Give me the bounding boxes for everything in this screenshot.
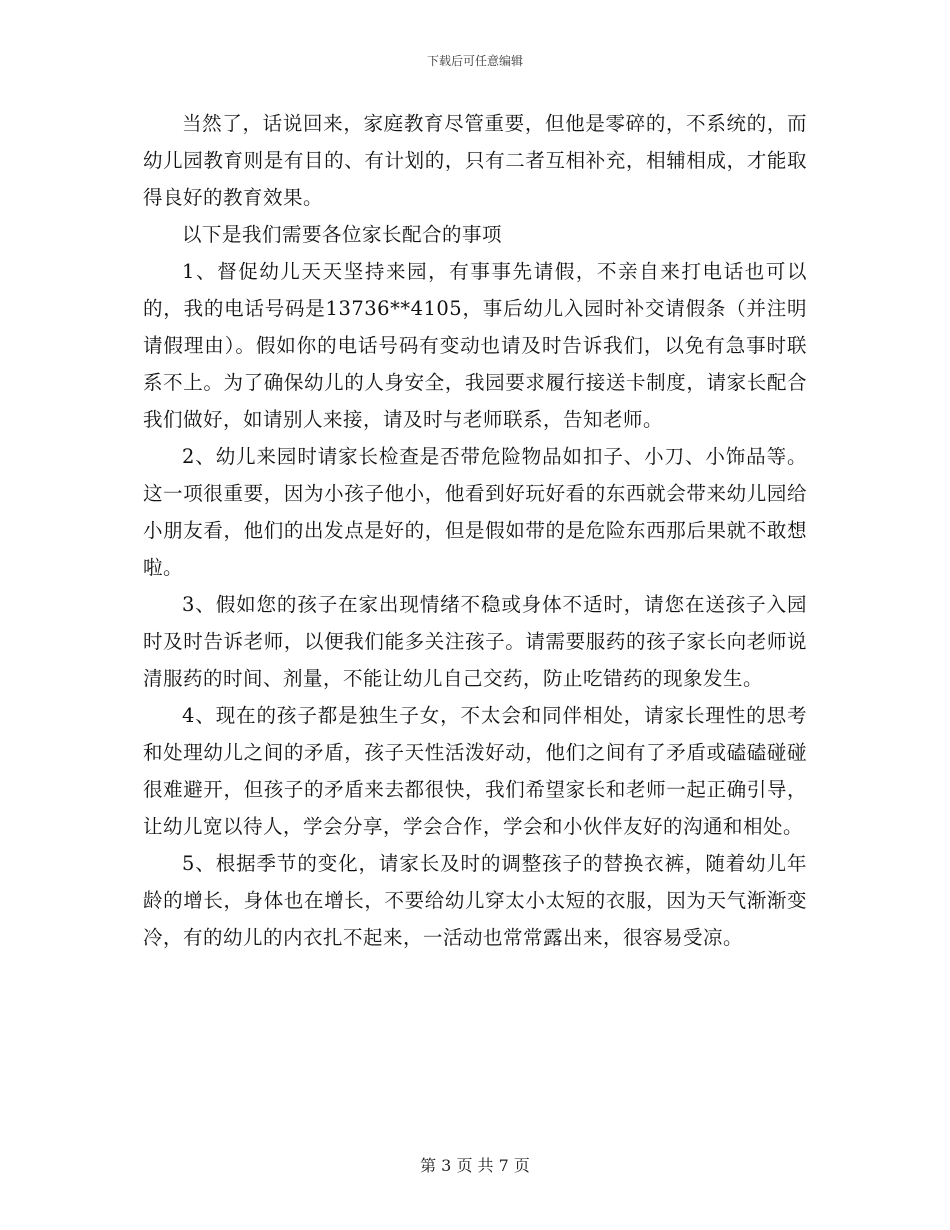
page-number: 第 3 页 共 7 页 xyxy=(420,1156,530,1175)
document-body xyxy=(143,105,807,956)
paragraph-item-5: 5、根据季节的变化，请家长及时的调整孩子的替换衣裤，随着幼儿年龄的增长，身体也在增长，不要给幼儿穿太小太短的衣服，因为天气渐渐变冷，有的幼儿的内衣扎不起来，一活动也常常露出来，很容易受凉。 xyxy=(143,852,807,949)
paragraph-item-2: 2、幼儿来园时请家长检查是否带危险物品如扣子、小刀、小饰品等。这一项很重要，因为小孩子他小，他看到好玩好看的东西就会带来幼儿园给小朋友看，他们的出发点是好的，但是假如带的是危险东西那后果就不敢想啦。 xyxy=(143,445,807,579)
paragraph-item-1: 1、督促幼儿天天坚持来园，有事事先请假，不亲自来打电话也可以的，我的电话号码是13736**4105，事后幼儿入园时补交请假条（并注明请假理由）。假如你的电话号码有变动也请及时告诉我们，以免有急事时联系不上。为了确保幼儿的人身安全，我园要求履行接送卡制度，请家长配合我们做好，如请别人来接，请及时与老师联系，告知老师。 xyxy=(143,260,807,431)
page-header: 下载后可任意编辑 xyxy=(426,54,523,68)
paragraph-list-heading: 以下是我们需要各位家长配合的事项 xyxy=(182,223,503,246)
paragraph-item-3: 3、假如您的孩子在家出现情绪不稳或身体不适时，请您在送孩子入园时及时告诉老师，以便我们能多关注孩子。请需要服药的孩子家长向老师说清服药的时间、剂量，不能让幼儿自己交药，防止吃错药的现象发生。 xyxy=(143,593,807,690)
paragraph-item-4: 4、现在的孩子都是独生子女，不太会和同伴相处，请家长理性的思考和处理幼儿之间的矛盾，孩子天性活泼好动，他们之间有了矛盾或磕磕碰碰很难避开，但孩子的矛盾来去都很快，我们希望家长和老师一起正确引导，让幼儿宽以待人，学会分享，学会合作，学会和小伙伴友好的沟通和相处。 xyxy=(143,704,807,838)
paragraph-intro: 当然了，话说回来，家庭教育尽管重要，但他是零碎的，不系统的，而幼儿园教育则是有目的、有计划的，只有二者互相补充，相辅相成，才能取得良好的教育效果。 xyxy=(143,112,807,209)
